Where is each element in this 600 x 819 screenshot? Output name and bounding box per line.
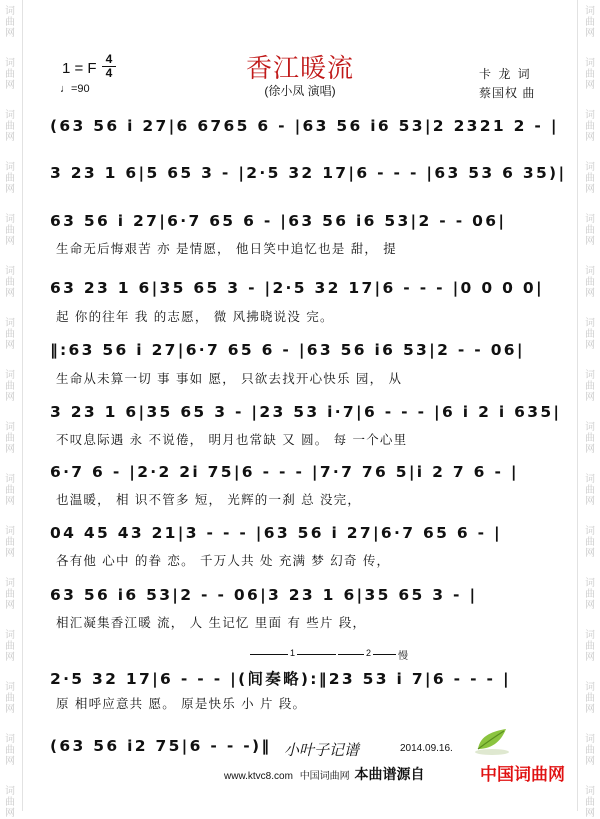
lyric-line: 生命无后悔艰苦 亦 是情愿， 他日笑中追忆也是 甜， 提 [56, 241, 397, 256]
watermark-glyph: 词 曲 网 [5, 6, 15, 39]
watermark-glyph: 词 曲 网 [5, 474, 15, 507]
key-signature: 1 = F [62, 60, 97, 77]
notation-line: 3 23 1 6|35 65 3 - |23 53 i·7|6 - - - |6 i 2 i 635| [50, 403, 562, 421]
notation-line: ‖:63 56 i 27|6·7 65 6 - |63 56 i6 53|2 - - 06| [50, 341, 525, 359]
watermark-glyph: 词 曲 网 [5, 682, 15, 715]
watermark-glyph: 词 曲 网 [5, 786, 15, 819]
slow-marking: 慢 [396, 647, 410, 662]
lyric-line: 各有他 心中 的眷 恋。 千万人共 处 充满 梦 幻奇 传， [56, 553, 391, 568]
lyric-line: 相汇凝集香江暖 流， 人 生记忆 里面 有 些片 段， [56, 615, 367, 630]
watermark-glyph: 词 曲 网 [585, 474, 595, 507]
composer-credit: 蔡国权 曲 [479, 86, 536, 100]
notation-line: 63 23 1 6|35 65 3 - |2·5 32 17|6 - - - |0 0 0 0| [50, 279, 544, 297]
first-ending-bracket [250, 648, 336, 660]
watermark-glyph: 词 曲 网 [585, 526, 595, 559]
lyric-line: 也温暖， 相 识不管多 短， 光辉的一刹 总 没完， [56, 492, 362, 507]
watermark-glyph: 词 曲 网 [585, 266, 595, 299]
watermark-glyph: 词 曲 网 [585, 630, 595, 663]
time-signature-top: 4 [105, 52, 113, 66]
footer-site-url[interactable]: www.ktvc8.com [224, 771, 293, 782]
watermark-glyph: 词 曲 网 [585, 214, 595, 247]
lyric-line: 起 你的往年 我 的志愿， 微 风拂晓说没 完。 [56, 309, 334, 324]
watermark-glyph: 词 曲 网 [5, 266, 15, 299]
watermark-glyph: 词 曲 网 [585, 786, 595, 819]
leaf-icon [472, 725, 512, 757]
notation-line: 63 56 i 27|6·7 65 6 - |63 56 i6 53|2 - - 06| [50, 212, 507, 230]
watermark-glyph: 词 曲 网 [5, 318, 15, 351]
notation-line: (63 56 i 27|6 6765 6 - |63 56 i6 53|2 2321 2 - | [50, 117, 559, 135]
second-ending-bracket [338, 648, 408, 662]
footer-source-label: 本曲谱源自 [354, 766, 425, 782]
notation-line: 04 45 43 21|3 - - - |63 56 i 27|6·7 65 6 - | [50, 524, 503, 542]
lyric-line: 生命从未算一切 事 事如 愿， 只欲去找开心快乐 园， 从 [56, 371, 403, 386]
footer-source [224, 764, 424, 784]
notation-line: 6·7 6 - |2·2 2i 75|6 - - - |7·7 76 5|i 2 7 6 - | [50, 463, 519, 481]
notation-line: 2·5 32 17|6 - - - |(间奏略):‖23 53 i 7|6 - - - | [50, 670, 511, 688]
watermark-glyph: 词 曲 网 [585, 162, 595, 195]
watermark-glyph: 词 曲 网 [5, 578, 15, 611]
transcription-date: 2014.09.16. [400, 743, 453, 754]
time-signature-bottom: 4 [105, 66, 113, 80]
watermark-glyph: 词 曲 网 [585, 734, 595, 767]
watermark-glyph: 词 曲 网 [585, 110, 595, 143]
right-watermark-strip [577, 0, 600, 819]
watermark-glyph: 词 曲 网 [5, 734, 15, 767]
watermark-glyph: 词 曲 网 [585, 318, 595, 351]
notation-line-coda: (63 56 i2 75|6 - - -)‖ [50, 737, 272, 755]
notation-line: 63 56 i6 53|2 - - 06|3 23 1 6|35 65 3 - | [50, 586, 478, 604]
second-ending-label: 2 [366, 648, 372, 658]
watermark-glyph: 词 曲 网 [585, 422, 595, 455]
lyricist-credit: 卡 龙 词 [479, 67, 532, 81]
watermark-glyph: 词 曲 网 [5, 58, 15, 91]
lyric-line: 原 相呼应意共 愿。 原是快乐 小 片 段。 [56, 696, 307, 711]
lyric-line: 不叹息际遇 永 不说倦， 明月也常缺 又 圆。 每 一个心里 [56, 432, 408, 447]
watermark-glyph: 词 曲 网 [5, 110, 15, 143]
song-title: 香江暖流 [245, 54, 354, 84]
watermark-glyph: 词 曲 网 [5, 162, 15, 195]
watermark-glyph: 词 曲 网 [5, 526, 15, 559]
first-ending-label: 1 [290, 648, 296, 658]
watermark-glyph: 词 曲 网 [585, 58, 595, 91]
footer-site-name: 中国词曲网 [299, 771, 350, 782]
singer-credit: (徐小凤 演唱) [264, 84, 336, 98]
brand-logo-text: 中国词曲网 [480, 765, 565, 784]
left-watermark-strip [0, 0, 23, 819]
watermark-glyph: 词 曲 网 [5, 370, 15, 403]
watermark-glyph: 词 曲 网 [585, 578, 595, 611]
tempo-marking: ♩=90 [60, 83, 90, 95]
watermark-glyph: 词 曲 网 [5, 214, 15, 247]
notation-line: 3 23 1 6|5 65 3 - |2·5 32 17|6 - - - |63 53 6 35)| [50, 164, 567, 182]
watermark-glyph: 词 曲 网 [5, 630, 15, 663]
watermark-glyph: 词 曲 网 [5, 422, 15, 455]
watermark-glyph: 词 曲 网 [585, 6, 595, 39]
transcriber-signature: 小叶子记谱 [284, 741, 360, 759]
watermark-glyph: 词 曲 网 [585, 682, 595, 715]
watermark-glyph: 词 曲 网 [585, 370, 595, 403]
